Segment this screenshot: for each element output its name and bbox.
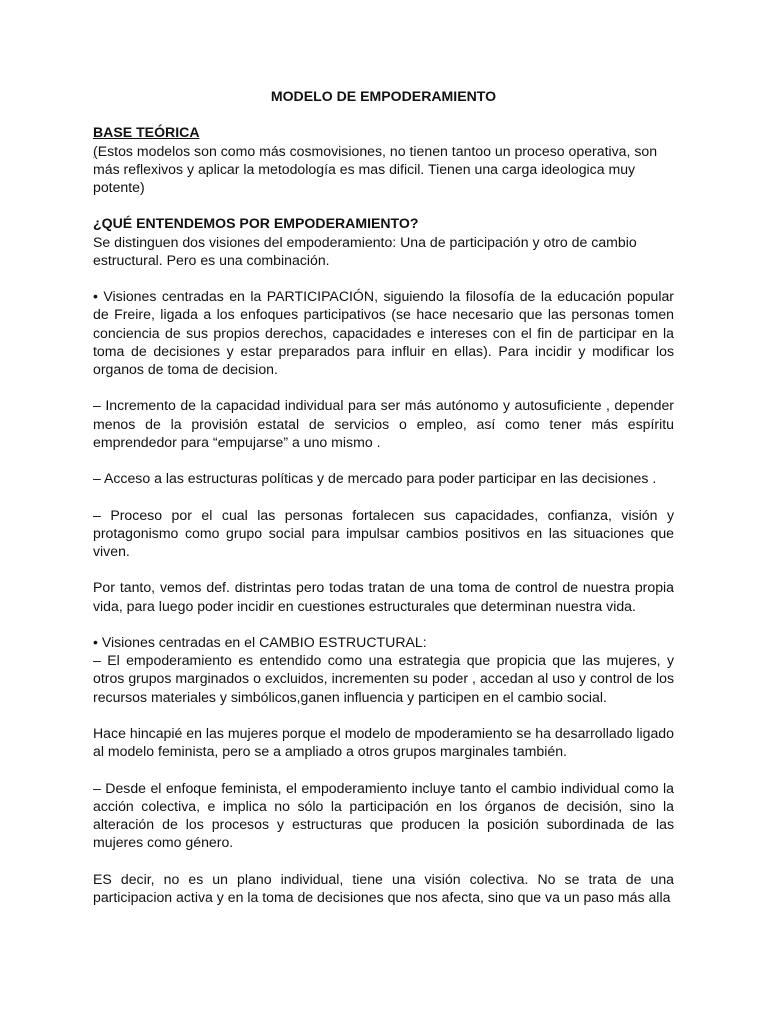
section-heading-base-teorica: BASE TEÓRICA [93,124,200,141]
paragraph-es-decir: ES decir, no es un plano individual, tiene una visión colectiva. No se trata de una participacion activa y en la toma de decisiones que nos afecta, sino que va un paso más alla [93,870,674,905]
opening-parenthesis: ( [93,142,98,159]
base-teorica-text: Estos modelos son como más cosmovisiones, no tienen tantoo un proceso operativa, son más reflexivos y aplicar la metodología es mas dificil. Tienen una carga ideologica muy potente) [93,142,658,195]
paragraph-proceso-fortalecen: – Proceso por el cual las personas fortalecen sus capacidades, confianza, visión y protagonismo como grupo social para impulsar cambios positivos en las situaciones que viven. [93,506,674,559]
section-heading-que-entendemos: ¿QUÉ ENTENDEMOS POR EMPODERAMIENTO? [93,215,419,232]
paragraph-acceso-estructuras: – Acceso a las estructuras políticas y de mercado para poder participar en las decisiones . [93,470,657,487]
paragraph-por-tanto: Por tanto, vemos def. distrintas pero todas tratan de una toma de control de nuestra propia vida, para luego poder incidir en cuestiones estructurales que determinan nuestra vida. [93,579,674,614]
paragraph-cambio-estructural: – El empoderamiento es entendido como una estrategia que propicia que las mujeres, y otros grupos marginados o excluidos, incrementen su poder , accedan al uso y control de los recursos materiales y simbólicos,ganen influencia y participen en el cambio social. [93,652,674,705]
paragraph-participacion: • Visiones centradas en la PARTICIPACIÓN, siguiendo la filosofía de la educación popular de Freire, ligada a los enfoques participativos (se hace necesario que las personas tomen conciencia de sus propios derechos, capacidades e intereses con el fin de participar en la toma de decisiones y estar preparados para influir en ellas). Para incidir y modificar los organos de toma de decision. [93,288,674,377]
que-entendemos-paragraph: Se distinguen dos visiones del empoderamiento: Una de participación y otro de cambio estructural. Pero es una combinación. [93,233,637,268]
paragraph-capacidad-individual: – Incremento de la capacidad individual para ser más autónomo y autosuficiente , depender menos de la provisión estatal de servicios o empleo, así como tener más espíritu emprendedor para “empujarse” a uno mismo . [93,397,674,450]
paragraph-cambio-estructural-heading: • Visiones centradas en el CAMBIO ESTRUCTURAL: [93,633,427,650]
document-body [93,87,674,906]
paragraph-enfoque-feminista: – Desde el enfoque feminista, el empoderamiento incluye tanto el cambio individual como la acción colectiva, e implica no sólo la participación en los órganos de decisión, sino la alteración de los procesos y estructuras que producen la posición subordinada de las mujeres como género. [93,779,674,851]
base-teorica-paragraph [93,142,674,197]
document-title: MODELO DE EMPODERAMIENTO [270,88,497,104]
paragraph-hace-hincapie: Hace hincapié en las mujeres porque el modelo de mpoderamiento se ha desarrollado ligado al modelo feminista, pero se a ampliado a otros grupos marginales también. [93,724,674,760]
